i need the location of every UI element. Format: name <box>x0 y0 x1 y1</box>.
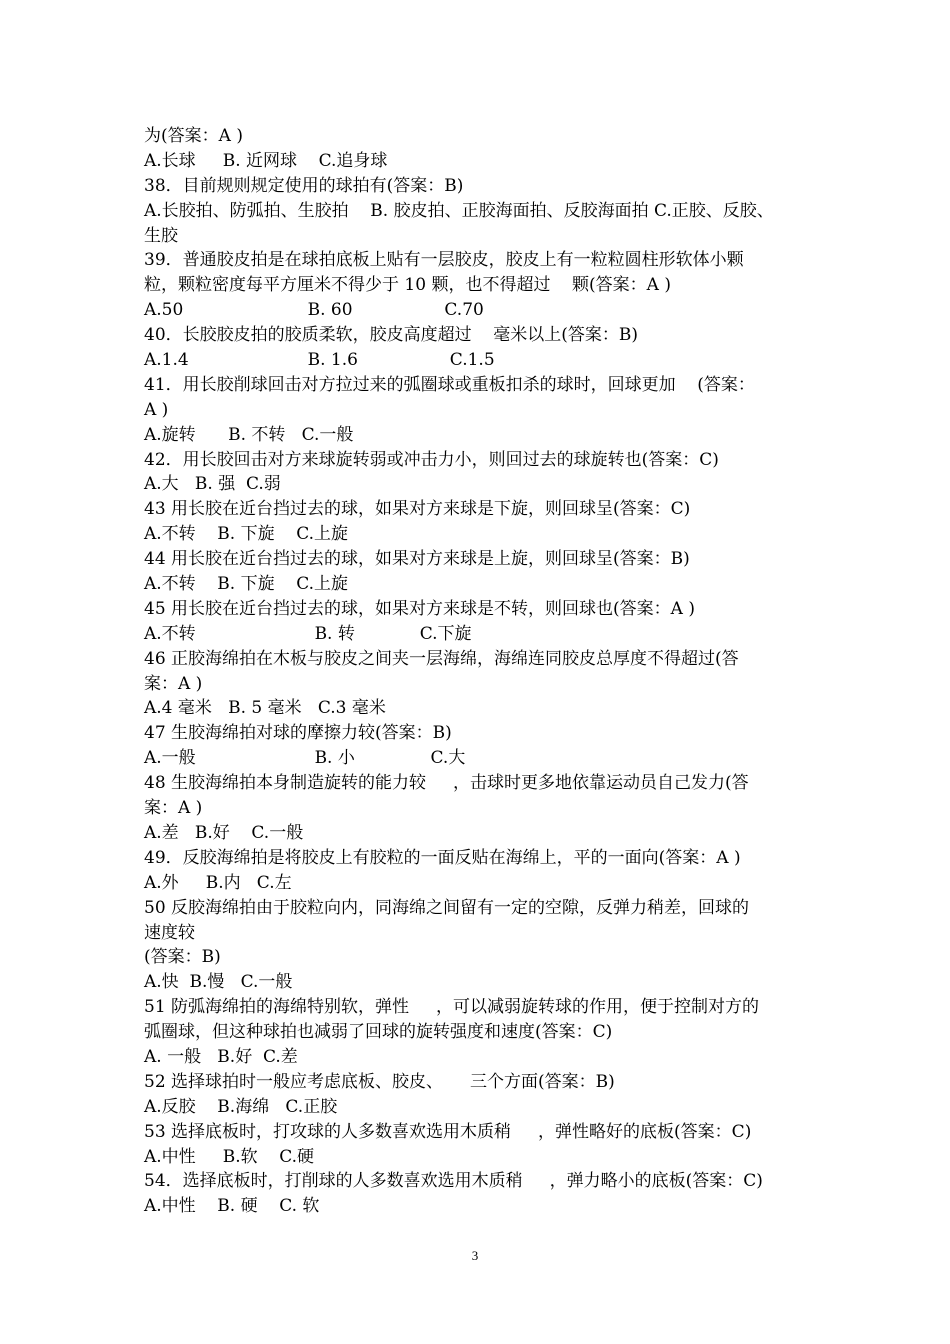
text-line: 49．反胶海绵拍是将胶皮上有胶粒的一面反贴在海绵上，平的一面向(答案：A ) <box>144 847 741 868</box>
text-line: A.快 B.慢 C.一般 <box>144 972 293 993</box>
text-line: A.中性 B.软 C.硬 <box>144 1146 315 1167</box>
text-line: 粒，颗粒密度每平方厘米不得少于 10 颗，也不得超过 颗(答案：A ) <box>144 275 671 296</box>
text-line: 51 防弧海绵拍的海绵特别软，弹性 ，可以减弱旋转球的作用，便于控制对方的 <box>144 997 760 1018</box>
text-line: A. 一般 B.好 C.差 <box>144 1046 298 1067</box>
text-line: A.长球 B. 近网球 C.追身球 <box>144 150 388 171</box>
text-line: A.一般 B. 小 C.大 <box>144 748 466 769</box>
text-line: A.中性 B. 硬 C. 软 <box>144 1196 320 1217</box>
document-body <box>144 124 812 1219</box>
text-line: 速度较 <box>144 922 195 943</box>
text-line: 案：A ) <box>144 798 203 819</box>
text-line: A.长胶拍、防弧拍、生胶拍 B. 胶皮拍、正胶海面拍、反胶海面拍 C.正胶、反胶、 <box>144 200 774 221</box>
text-line: 44 用长胶在近台挡过去的球，如果对方来球是上旋，则回球呈(答案：B) <box>144 549 690 570</box>
text-line: A.反胶 B.海绵 C.正胶 <box>144 1096 338 1117</box>
text-line: 40．长胶胶皮拍的胶质柔软，胶皮高度超过 毫米以上(答案：B) <box>144 325 639 346</box>
text-line: A.大 B. 强 C.弱 <box>144 474 281 495</box>
text-line: A.4 毫米 B. 5 毫米 C.3 毫米 <box>144 698 386 719</box>
text-line: 生胶 <box>144 225 178 246</box>
text-line: 43 用长胶在近台挡过去的球，如果对方来球是下旋，则回球呈(答案：C) <box>144 499 691 520</box>
text-line: A.不转 B. 下旋 C.上旋 <box>144 524 349 545</box>
text-line: A.1.4 B. 1.6 C.1.5 <box>144 350 495 371</box>
text-line: A.不转 B. 下旋 C.上旋 <box>144 574 349 595</box>
text-line: A.旋转 B. 不转 C.一般 <box>144 424 354 445</box>
text-line: 为(答案：A ) <box>144 126 243 146</box>
text-line: (答案：B) <box>144 947 221 968</box>
text-line: 39．普通胶皮拍是在球拍底板上贴有一层胶皮，胶皮上有一粒粒圆柱形软体小颗 <box>144 250 744 271</box>
text-line: 52 选择球拍时一般应考虑底板、胶皮、 三个方面(答案：B) <box>144 1071 615 1092</box>
text-line: 38．目前规则规定使用的球拍有(答案：B) <box>144 175 464 196</box>
text-line: A.不转 B. 转 C.下旋 <box>144 623 472 644</box>
text-line: 案：A ) <box>144 673 203 694</box>
text-line: 46 正胶海绵拍在木板与胶皮之间夹一层海绵，海绵连同胶皮总厚度不得超过(答 <box>144 648 739 669</box>
text-line: 弧圈球，但这种球拍也减弱了回球的旋转强度和速度(答案：C) <box>144 1022 613 1043</box>
text-line: 54．选择底板时，打削球的人多数喜欢选用木质稍 ，弹力略小的底板(答案：C) <box>144 1171 763 1192</box>
text-line: A.50 B. 60 C.70 <box>144 300 484 321</box>
text-line: 53 选择底板时，打攻球的人多数喜欢选用木质稍 ，弹性略好的底板(答案：C) <box>144 1121 752 1142</box>
text-line: 48 生胶海绵拍本身制造旋转的能力较 ，击球时更多地依靠运动员自己发力(答 <box>144 773 749 794</box>
text-line: 42．用长胶回击对方来球旋转弱或冲击力小，则回过去的球旋转也(答案：C) <box>144 449 719 470</box>
page-number: 3 <box>471 1248 479 1263</box>
text-line: 50 反胶海绵拍由于胶粒向内，同海绵之间留有一定的空隙，反弹力稍差，回球的 <box>144 897 750 918</box>
text-line: A.外 B.内 C.左 <box>144 872 292 893</box>
text-line: 47 生胶海绵拍对球的摩擦力较(答案：B) <box>144 723 452 744</box>
text-line: 41．用长胶削球回击对方拉过来的弧圈球或重板扣杀的球时，回球更加 (答案： <box>144 374 755 395</box>
text-line: 45 用长胶在近台挡过去的球，如果对方来球是不转，则回球也(答案：A ) <box>144 598 695 619</box>
text-line: A ) <box>144 399 169 420</box>
text-line: A.差 B.好 C.一般 <box>144 822 304 843</box>
